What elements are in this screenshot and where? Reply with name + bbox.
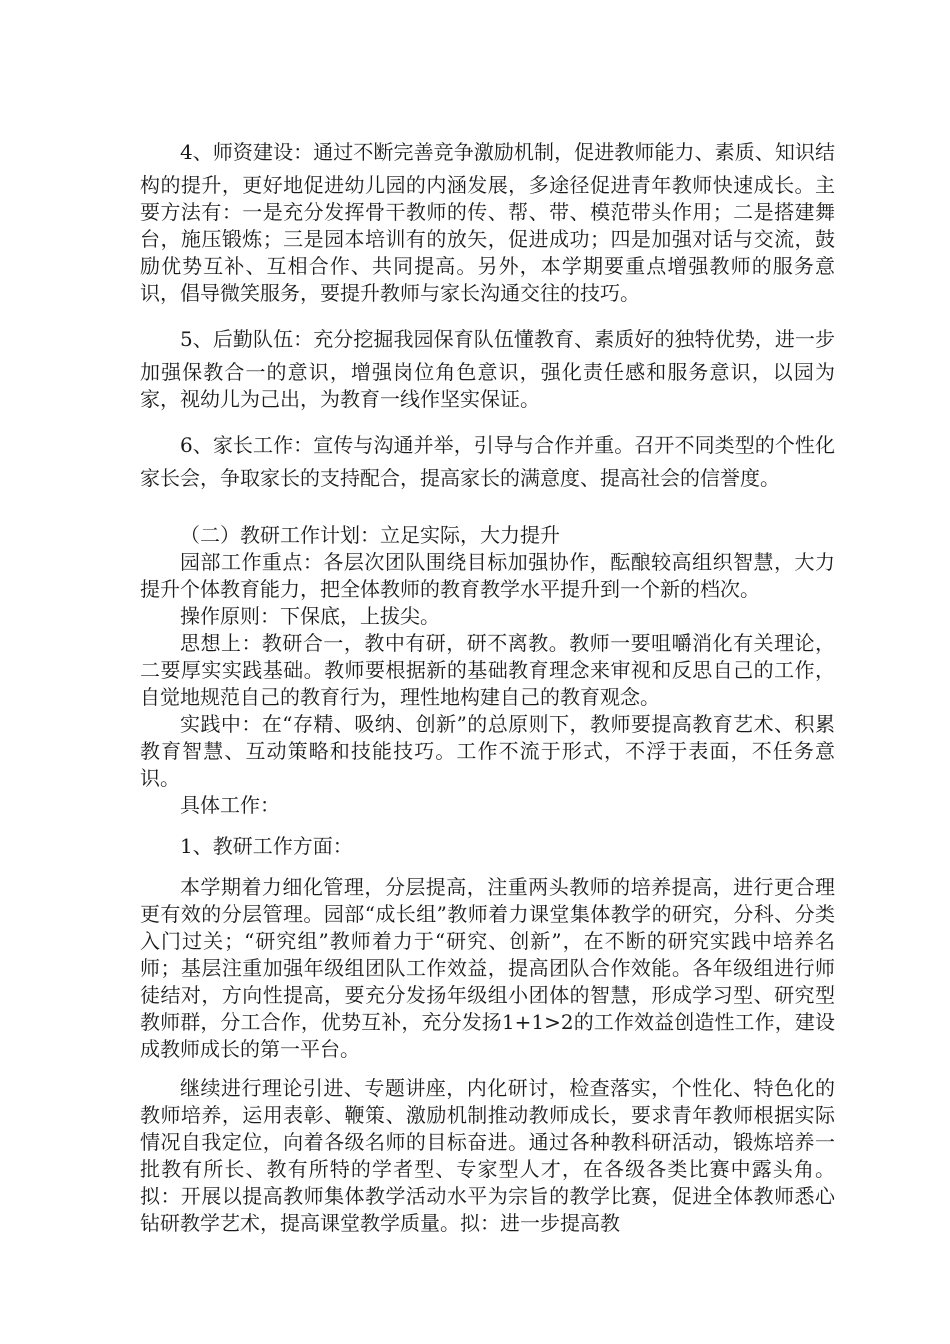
paragraph-parent-work: 6、家长工作：宣传与沟通并举，引导与合作并重。召开不同类型的个性化家长会，争取家长的支持配合，提高家长的满意度、提高社会的信誉度。 bbox=[140, 433, 835, 490]
paragraph-focus: 园部工作重点：各层次团队围绕目标加强协作，酝酿较高组织智慧，大力提升个体教育能力，把全体教师的教育教学水平提升到一个新的档次。 bbox=[140, 550, 835, 601]
paragraph-teacher-training: 继续进行理论引进、专题讲座，内化研讨，检查落实，个性化、特色化的教师培养，运用表彰、鞭策、激励机制推动教师成长，要求青年教师根据实际情况自我定位，向着各级名师的目标奋进。通过各种教科研活动，锻炼培养一批教有所长、教有所特的学者型、专家型人才，在各级各类比赛中露头角。拟：开展以提高教师集体教学活动水平为宗旨的教学比赛，促进全体教师悉心钻研教学艺术，提高课堂教学质量。拟：进一步提高教 bbox=[140, 1076, 835, 1235]
section-heading-research-plan: （二）教研工作计划：立足实际，大力提升 bbox=[180, 523, 560, 547]
paragraph-teacher-building: 4、师资建设：通过不断完善竞争激励机制，促进教师能力、素质、知识结构的提升，更好地促进幼儿园的内涵发展，多途径促进青年教师快速成长。主要方法有：一是充分发挥骨干教师的传、帮、带、模范带头作用；二是搭建舞台，施压锻炼；三是园本培训有的放矢，促进成功；四是加强对话与交流，鼓励优势互补、互相合作、共同提高。另外，本学期要重点增强教师的服务意识，倡导微笑服务，要提升教师与家长沟通交往的技巧。 bbox=[140, 140, 835, 305]
document-page bbox=[140, 132, 835, 1237]
paragraph-specific-work: 具体工作： bbox=[180, 793, 280, 817]
paragraph-logistics-team: 5、后勤队伍：充分挖掘我园保育队伍懂教育、素质好的独特优势，进一步加强保教合一的意识，增强岗位角色意识，强化责任感和服务意识，以园为家，视幼儿为己出，为教育一线作坚实保证。 bbox=[140, 327, 835, 411]
paragraph-research-aspect: 1、教研工作方面： bbox=[180, 834, 353, 858]
paragraph-principle: 操作原则：下保底，上拔尖。 bbox=[180, 604, 440, 628]
paragraph-practice: 实践中：在“存精、吸纳、创新”的总原则下，教师要提高教育艺术、积累教育智慧、互动策略和技能技巧。工作不流于形式，不浮于表面，不任务意识。 bbox=[140, 712, 835, 790]
paragraph-layered-management: 本学期着力细化管理，分层提高，注重两头教师的培养提高，进行更合理更有效的分层管理。园部“成长组”教师着力课堂集体教学的研究，分科、分类入门过关；“研究组”教师着力于“研究、创新”，在不断的研究实践中培养名师；基层注重加强年级组团队工作效益，提高团队合作效能。各年级组进行师徒结对，方向性提高，要充分发扬年级组小团体的智慧，形成学习型、研究型教师群，分工合作，优势互补，充分发扬1+1>2的工作效益创造性工作，建设成教师成长的第一平台。 bbox=[140, 875, 835, 1061]
paragraph-thinking: 思想上：教研合一，教中有研，研不离教。教师一要咀嚼消化有关理论，二要厚实实践基础。教师要根据新的基础教育理念来审视和反思自己的工作，自觉地规范自己的教育行为，理性地构建自己的教育观念。 bbox=[140, 631, 835, 709]
